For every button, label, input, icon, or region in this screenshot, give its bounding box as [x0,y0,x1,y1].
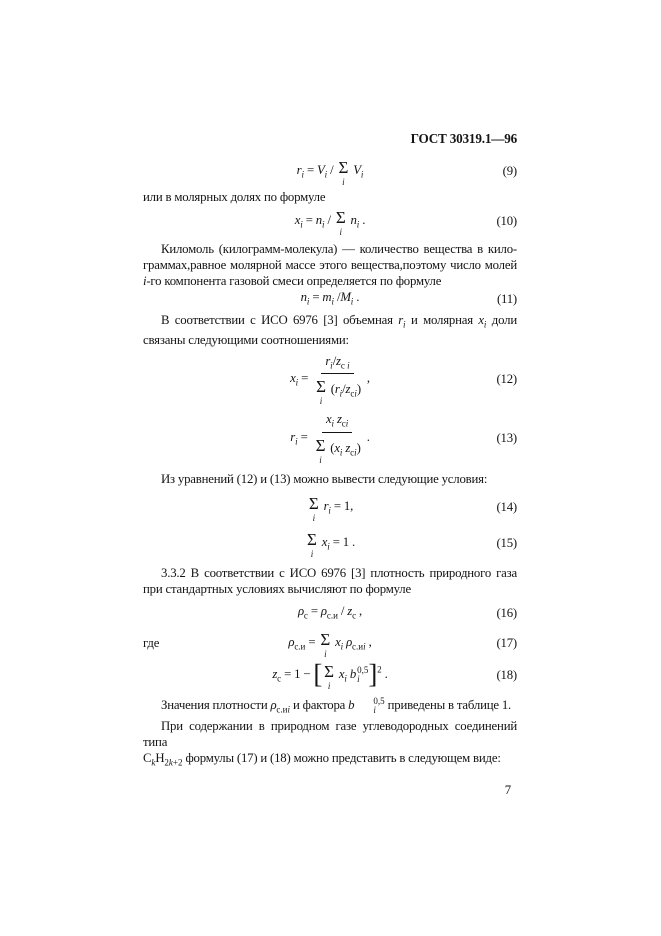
paragraph-kilomole [143,241,517,289]
fraction-numerator: $r_i/z_с$ $_i$ [321,354,353,374]
equation-12-formula: $x_i$ = $r_i/z_с$ $_i$ Σ i $(r_i/z_{сi})$ , [290,354,370,407]
paragraph-conditions [143,471,517,487]
text-line: Из уравнений (12) и (13) можно вывести следующие условия: [161,471,488,486]
equation-13-row [143,412,517,465]
paragraph-molar-fractions-intro [143,189,517,205]
text-line: при стандартных условиях вычисляют по формуле [143,581,411,596]
sum-symbol: Σ i [308,493,319,523]
sum-symbol: Σ i [320,630,331,660]
equation-12-number: (12) [496,372,517,387]
equation-17-row [143,629,517,660]
fraction [314,354,361,407]
text-line: граммах,равное молярной массе этого вещества,поэтому число молей [143,258,517,272]
equation-17-formula: $\rho_{с.и}$ = Σ i $x_i$ $\rho_{с.иi}$ , [288,630,372,660]
sum-symbol: Σ i [335,208,346,237]
equation-10-formula: $x_i = n_i$ / Σ i $n_i$ . [294,208,366,237]
text-line: или в молярных долях по формуле [143,190,326,204]
paragraph-density [143,565,517,597]
equation-10-number: (10) [496,214,517,228]
sum-symbol: Σ i [338,158,349,187]
equation-9-number: (9) [502,164,517,178]
equation-15-formula: Σ i $x_i = 1$ . [307,529,355,559]
text-line: 3.3.2 В соответствии с ИСО 6976 [3] плотность природного газа [161,565,517,580]
equation-16-formula: $\rho_с = \rho_{с.и} / z_с$ , [297,603,363,621]
equation-18-formula: $z_с = 1$ − [ Σ i $x_i$ b 0,5 i ]$^2$ . [272,658,388,692]
equation-18-number: (18) [496,668,517,683]
fraction [314,412,361,465]
equation-13-number: (13) [496,430,517,445]
equation-14-row [143,493,517,521]
sum-symbol: Σ i [324,662,334,692]
text-line: i-го компонента газовой смеси определяется по формуле [143,274,442,288]
content-column [143,131,517,798]
equation-11-row [143,289,517,310]
page-number: 7 [504,783,511,798]
text-line: В соответствии с ИСО 6976 [3] объемная $r_i$ и молярная $x_i$ доли [161,312,517,330]
sum-symbol: Σ i [307,529,317,559]
equation-9-formula: $r_i = V_i$ / Σ i $V_i$ [296,158,364,187]
text-line: При содержании в природном газе углеводородных соединений типа [143,718,517,749]
fraction-denominator: Σ i $(r_i/z_{сi})$ [316,377,361,407]
equation-11-number: (11) [496,292,517,307]
fraction-denominator: Σ i ($x_i$ $z_{сi}$) [315,435,361,465]
equation-12-row [143,354,517,407]
equation-14-number: (14) [496,499,517,514]
sup-sub-stack: 0,5 i [357,665,369,685]
equation-15-number: (15) [496,535,517,550]
document-code: ГОСТ 30319.1—96 [410,131,517,146]
equation-18-row [143,658,517,692]
equation-16-row [143,603,517,624]
paragraph-iso-relation [143,312,517,349]
paragraph-hydrocarbon [143,718,517,771]
text-line: связаны следующими соотношениями: [143,333,349,348]
where-label: где [143,636,160,651]
sup-sub-stack: 0,5 i [373,696,385,716]
paragraph-table-reference [143,697,517,718]
sum-symbol: Σ i [315,435,326,465]
text-line: $C_kH_{2k+2}$ формулы (17) и (18) можно представить в следующем виде: [143,750,501,768]
equation-15-row [143,529,517,557]
equation-16-number: (16) [496,606,517,621]
equation-14-formula: Σ i $r_i = 1$, [308,493,354,523]
equation-11-formula: $n_i = m_i$ $/M_i$ . [300,290,360,307]
equation-13-formula: $r_i$ = $x_i$ $z_{сi}$ Σ i ($x_i$ $z_{сi}$) . [290,412,370,465]
text-line: Киломоль (килограмм-молекула) — количество вещества в кило- [161,242,517,256]
fraction-numerator: $x_i$ $z_{сi}$ [322,412,352,432]
equation-17-number: (17) [496,636,517,651]
text-line: Значения плотности $\rho_{с.иi}$ и фактора b 0,5 i приведены в таблице 1. [161,696,512,716]
equation-9-row [143,157,517,185]
equation-10-row [143,207,517,235]
sum-symbol: Σ i [316,377,326,407]
